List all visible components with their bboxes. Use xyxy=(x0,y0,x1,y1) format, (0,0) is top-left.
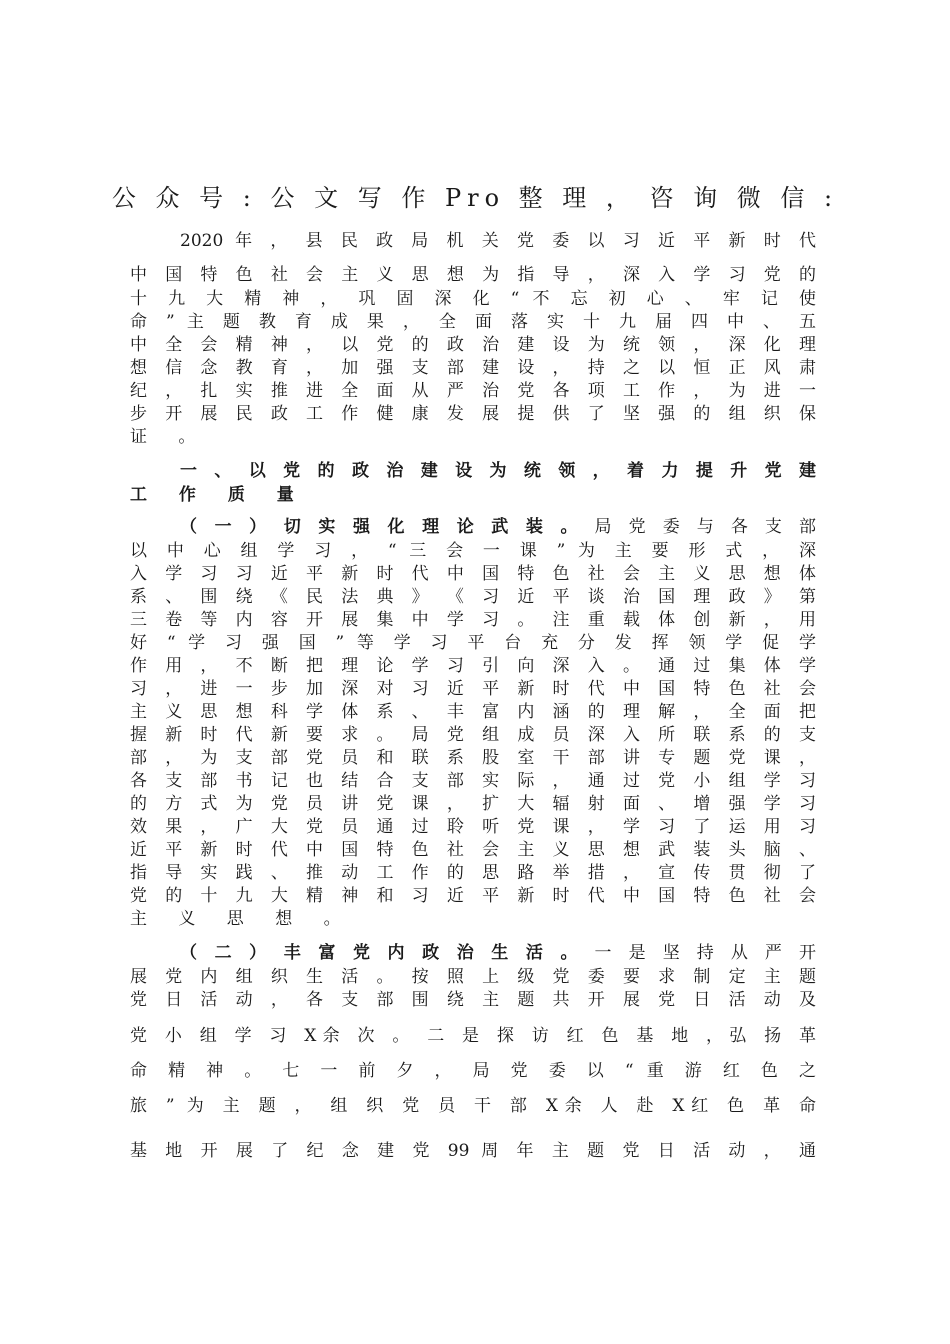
intro-line: 证 。 xyxy=(130,427,209,447)
intro-line: 中 国 特 色 社 会 主 义 思 想 为 指 导 ， 深 入 学 习 党 的 xyxy=(130,265,816,285)
body-line: 作 用 ， 不 断 把 理 论 学 习 引 向 深 入 。 通 过 集 体 学 xyxy=(130,656,816,676)
body-line: 的 方 式 为 党 员 讲 党 课 ， 扩 大 辐 射 面 、 增 强 学 习 xyxy=(130,794,816,814)
subsection-heading-line xyxy=(180,943,816,965)
body-line: 部 ， 为 支 部 党 员 和 联 系 股 室 干 部 讲 专 题 党 课 ， xyxy=(130,748,816,768)
subsection-title: （ 二 ） 丰 富 党 内 政 治 生 活 。 xyxy=(180,943,584,963)
body-line: 党 小 组 学 习 X余 次 。 二 是 探 访 红 色 基 地 ，弘 扬 革 xyxy=(130,1026,816,1046)
body-line: 系 、 围 绕 《 民 法 典 》 《 习 近 平 谈 治 国 理 政 》 第 xyxy=(130,587,816,607)
body-line: 党 日 活 动 ， 各 支 部 围 绕 主 题 共 开 展 党 日 活 动 及 xyxy=(130,990,816,1010)
intro-line: 想 信 念 教 育 ， 加 强 支 部 建 设 ， 持 之 以 恒 正 风 肃 xyxy=(130,358,816,378)
body-line: 展 党 内 组 织 生 活 。 按 照 上 级 党 委 要 求 制 定 主 题 xyxy=(130,967,816,987)
intro-line: 命 ” 主 题 教 育 成 果 ， 全 面 落 实 十 九 届 四 中 、 五 xyxy=(130,312,816,332)
subsection-heading-line xyxy=(180,517,816,539)
body-line: 握 新 时 代 新 要 求 。 局 党 组 成 员 深 入 所 联 系 的 支 xyxy=(130,725,816,745)
intro-line: 十 九 大 精 神 ， 巩 固 深 化 “ 不 忘 初 心 、 牢 记 使 xyxy=(130,289,816,309)
body-line: 好 “ 学 习 强 国 ” 等 学 习 平 台 充 分 发 挥 领 学 促 学 xyxy=(130,633,816,653)
page-title: 公 众 号 : 公 文 写 作 Pro 整 理 ， 咨 询 微 信 : xyxy=(111,184,839,212)
body-line: 主 义 思 想 科 学 体 系 、 丰 富 内 涵 的 理 解 ， 全 面 把 xyxy=(130,702,816,722)
body-line: 三 卷 等 内 容 开 展 集 中 学 习 。 注 重 载 体 创 新 ， 用 xyxy=(130,610,816,630)
body-line: 入 学 习 习 近 平 新 时 代 中 国 特 色 社 会 主 义 思 想 体 xyxy=(130,564,816,584)
body-line: 命 精 神 。 七 一 前 夕 ， 局 党 委 以 “ 重 游 红 色 之 xyxy=(130,1061,816,1081)
body-line: 以 中 心 组 学 习 ， “ 三 会 一 课 ” 为 主 要 形 式 ， 深 xyxy=(130,541,816,561)
subsection-title: （ 一 ） 切 实 强 化 理 论 武 装 。 xyxy=(180,517,584,537)
body-line: 旅 ” 为 主 题 ， 组 织 党 员 干 部 X余 人 赴 X红 色 革 命 xyxy=(130,1096,816,1116)
intro-line: 2020 年 ， 县 民 政 局 机 关 党 委 以 习 近 平 新 时 代 xyxy=(180,231,816,251)
intro-line: 纪 ， 扎 实 推 进 全 面 从 严 治 党 各 项 工 作 ， 为 进 一 xyxy=(130,381,816,401)
body-line: 习 ， 进 一 步 加 深 对 习 近 平 新 时 代 中 国 特 色 社 会 xyxy=(130,679,816,699)
body-line: 近 平 新 时 代 中 国 特 色 社 会 主 义 思 想 武 装 头 脑 、 xyxy=(130,840,816,860)
body-line: 党 的 十 九 大 精 神 和 习 近 平 新 时 代 中 国 特 色 社 会 xyxy=(130,886,816,906)
body-line: 指 导 实 践 、 推 动 工 作 的 思 路 举 措 ， 宣 传 贯 彻 了 xyxy=(130,863,816,883)
intro-line: 步 开 展 民 政 工 作 健 康 发 展 提 供 了 坚 强 的 组 织 保 xyxy=(130,404,816,424)
body-line: 主 义 思 想 。 xyxy=(130,909,354,929)
body-line: 效 果 ， 广 大 党 员 通 过 聆 听 党 课 ， 学 习 了 运 用 习 xyxy=(130,817,816,837)
subsection-text: 一 是 坚 持 从 严 开 xyxy=(583,943,816,963)
section-heading: 工 作 质 量 xyxy=(130,485,307,505)
subsection-text: 局 党 委 与 各 支 部 xyxy=(583,517,816,537)
body-line: 基 地 开 展 了 纪 念 建 党 99 周 年 主 题 党 日 活 动 ， 通 xyxy=(130,1141,816,1161)
section-heading: 一 、 以 党 的 政 治 建 设 为 统 领 ， 着 力 提 升 党 建 xyxy=(180,461,816,481)
body-line: 各 支 部 书 记 也 结 合 支 部 实 际 ， 通 过 党 小 组 学 习 xyxy=(130,771,816,791)
intro-line: 中 全 会 精 神 ， 以 党 的 政 治 建 设 为 统 领 ， 深 化 理 xyxy=(130,335,816,355)
